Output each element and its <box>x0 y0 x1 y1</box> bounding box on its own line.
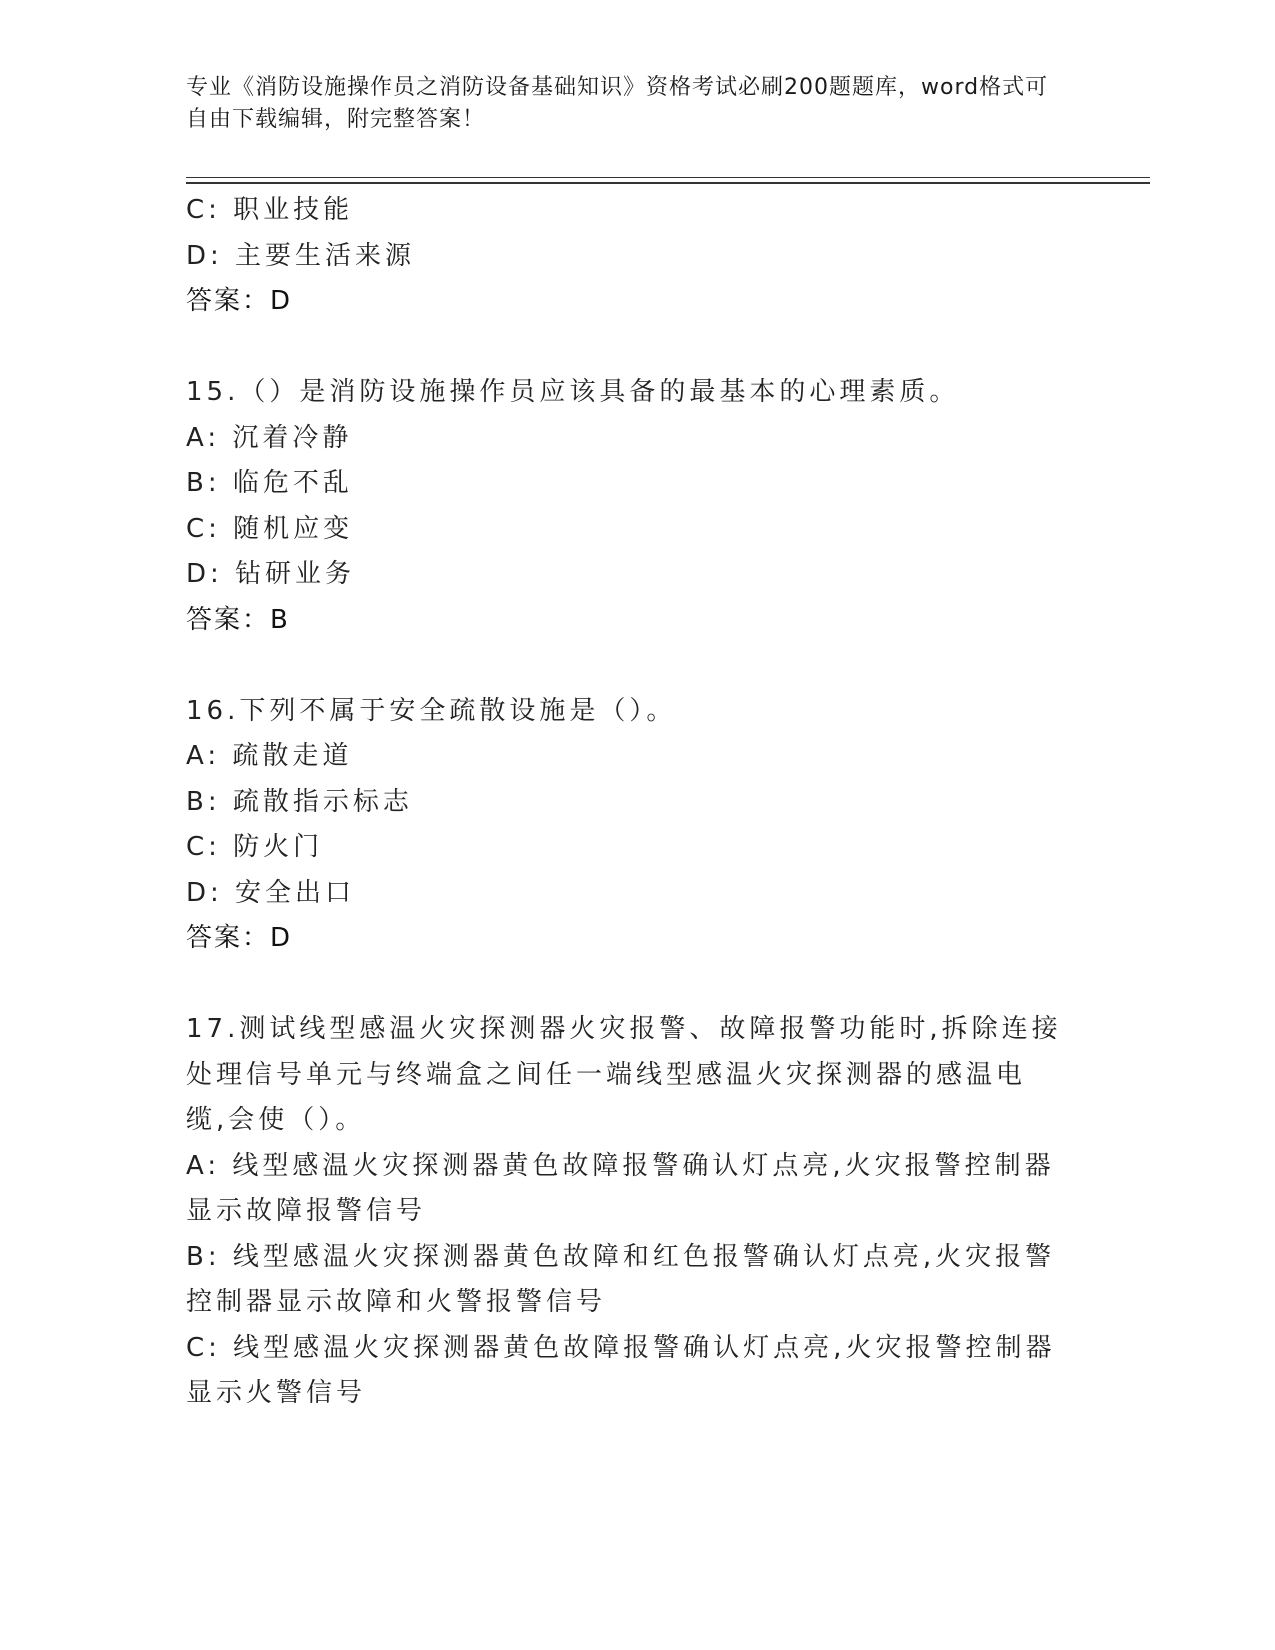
question-stem: 15.（）是消防设施操作员应该具备的最基本的心理素质。 <box>186 377 960 407</box>
option-c: C: 防火门 <box>186 832 324 862</box>
question-16 <box>186 689 1086 962</box>
option-a: A: 线型感温火灾探测器黄色故障报警确认灯点亮,火灾报警控制器显示故障报警信号 <box>186 1150 1055 1226</box>
question-15 <box>186 370 1086 643</box>
answer-line: 答案：B <box>186 604 290 635</box>
header-divider-bottom <box>186 182 1150 184</box>
spacer <box>186 962 1086 1008</box>
question-stem: 17.测试线型感温火灾探测器火灾报警、故障报警功能时,拆除连接处理信号单元与终端盒之间任一端线型感温火灾探测器的感温电缆,会使（）。 <box>186 1014 1062 1135</box>
option-c: C: 职业技能 <box>186 195 354 225</box>
option-d: D: 钻研业务 <box>186 559 356 589</box>
option-a: A: 疏散走道 <box>186 741 353 771</box>
option-b: B: 线型感温火灾探测器黄色故障和红色报警确认灯点亮,火灾报警控制器显示故障和火警报警信号 <box>186 1241 1056 1317</box>
option-d: D: 主要生活来源 <box>186 240 416 271</box>
option-b: B: 疏散指示标志 <box>186 786 413 817</box>
spacer <box>186 325 1086 371</box>
spacer <box>186 643 1086 689</box>
question-stem: 16.下列不属于安全疏散设施是（）。 <box>186 695 677 726</box>
option-b: B: 临危不乱 <box>186 468 353 498</box>
answer-line: 答案：D <box>186 923 293 953</box>
header-divider-top <box>186 177 1150 178</box>
option-d: D: 安全出口 <box>186 877 356 908</box>
prev-question-block <box>186 188 1086 325</box>
option-c: C: 线型感温火灾探测器黄色故障报警确认灯点亮,火灾报警控制器显示火警信号 <box>186 1332 1056 1408</box>
option-c: C: 随机应变 <box>186 513 354 544</box>
answer-line: 答案：D <box>186 286 293 316</box>
option-a: A: 沉着冷静 <box>186 422 353 453</box>
document-body <box>186 188 1086 1417</box>
document-header: 专业《消防设施操作员之消防设备基础知识》资格考试必刷200题题库，word格式可自由下载编辑，附完整答案！ <box>186 75 1049 132</box>
question-17 <box>186 1007 1086 1417</box>
